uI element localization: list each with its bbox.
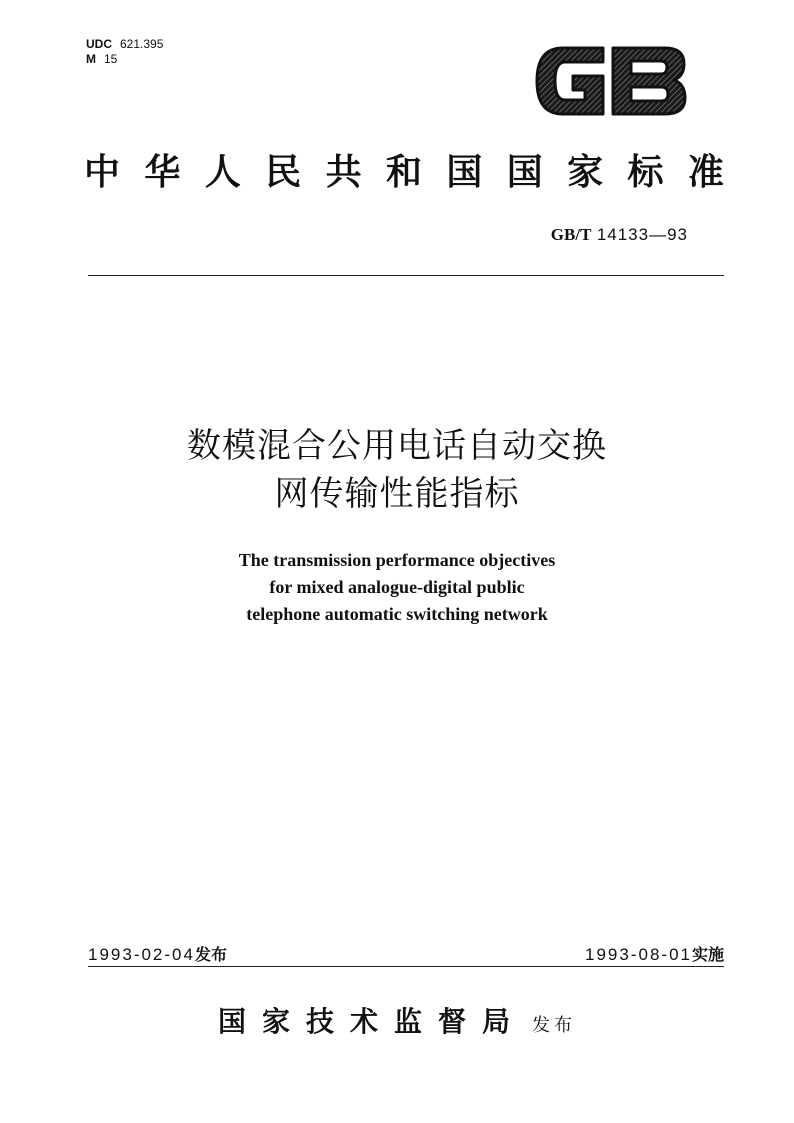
classification-row [86, 52, 163, 67]
english-title-line-3: telephone automatic switching network [246, 604, 548, 624]
issue-date-value: 1993-02-04 [88, 945, 195, 964]
national-title-char: 共 [325, 151, 362, 193]
classification-value: 15 [104, 52, 118, 66]
issuer-suffix: 发布 [532, 1015, 576, 1036]
national-title-char: 中 [84, 151, 121, 193]
national-title-char: 国 [506, 151, 543, 193]
implementation-date [585, 942, 724, 965]
english-title [0, 547, 794, 628]
issue-date-label: 发布 [194, 945, 227, 964]
national-title-char: 人 [204, 151, 241, 193]
udc-value: 621.395 [120, 37, 164, 51]
english-title-line-2: for mixed analogue-digital public [269, 577, 525, 597]
issuer-name: 国家技术监督局 [217, 1005, 526, 1038]
national-title-char: 家 [567, 151, 604, 193]
standard-prefix: GB/T [550, 225, 592, 244]
bottom-divider [88, 966, 724, 967]
issuer [0, 1000, 794, 1040]
udc-row [86, 37, 163, 52]
gb-logo-icon [533, 42, 688, 120]
national-title-char: 国 [446, 151, 483, 193]
udc-block [86, 37, 163, 67]
dates-row [88, 942, 724, 966]
standard-code: 14133—93 [596, 225, 688, 244]
english-title-line-1: The transmission performance objectives [238, 550, 556, 570]
standard-number [551, 225, 688, 245]
chinese-title-line-2: 网传输性能指标 [274, 474, 520, 514]
national-title-char: 标 [627, 151, 664, 193]
implementation-date-label: 实施 [691, 945, 724, 964]
national-title-char: 准 [687, 151, 724, 193]
national-title-char: 和 [385, 151, 422, 193]
top-divider [88, 275, 724, 276]
implementation-date-value: 1993-08-01 [585, 945, 692, 964]
issue-date [88, 942, 227, 965]
chinese-title [0, 422, 794, 518]
national-title-char: 民 [265, 151, 302, 193]
chinese-title-line-1: 数模混合公用电话自动交换 [187, 426, 607, 466]
classification-label: M [86, 52, 96, 66]
udc-label: UDC [86, 37, 112, 51]
national-title-char: 华 [144, 151, 181, 193]
national-standard-title [84, 150, 724, 194]
